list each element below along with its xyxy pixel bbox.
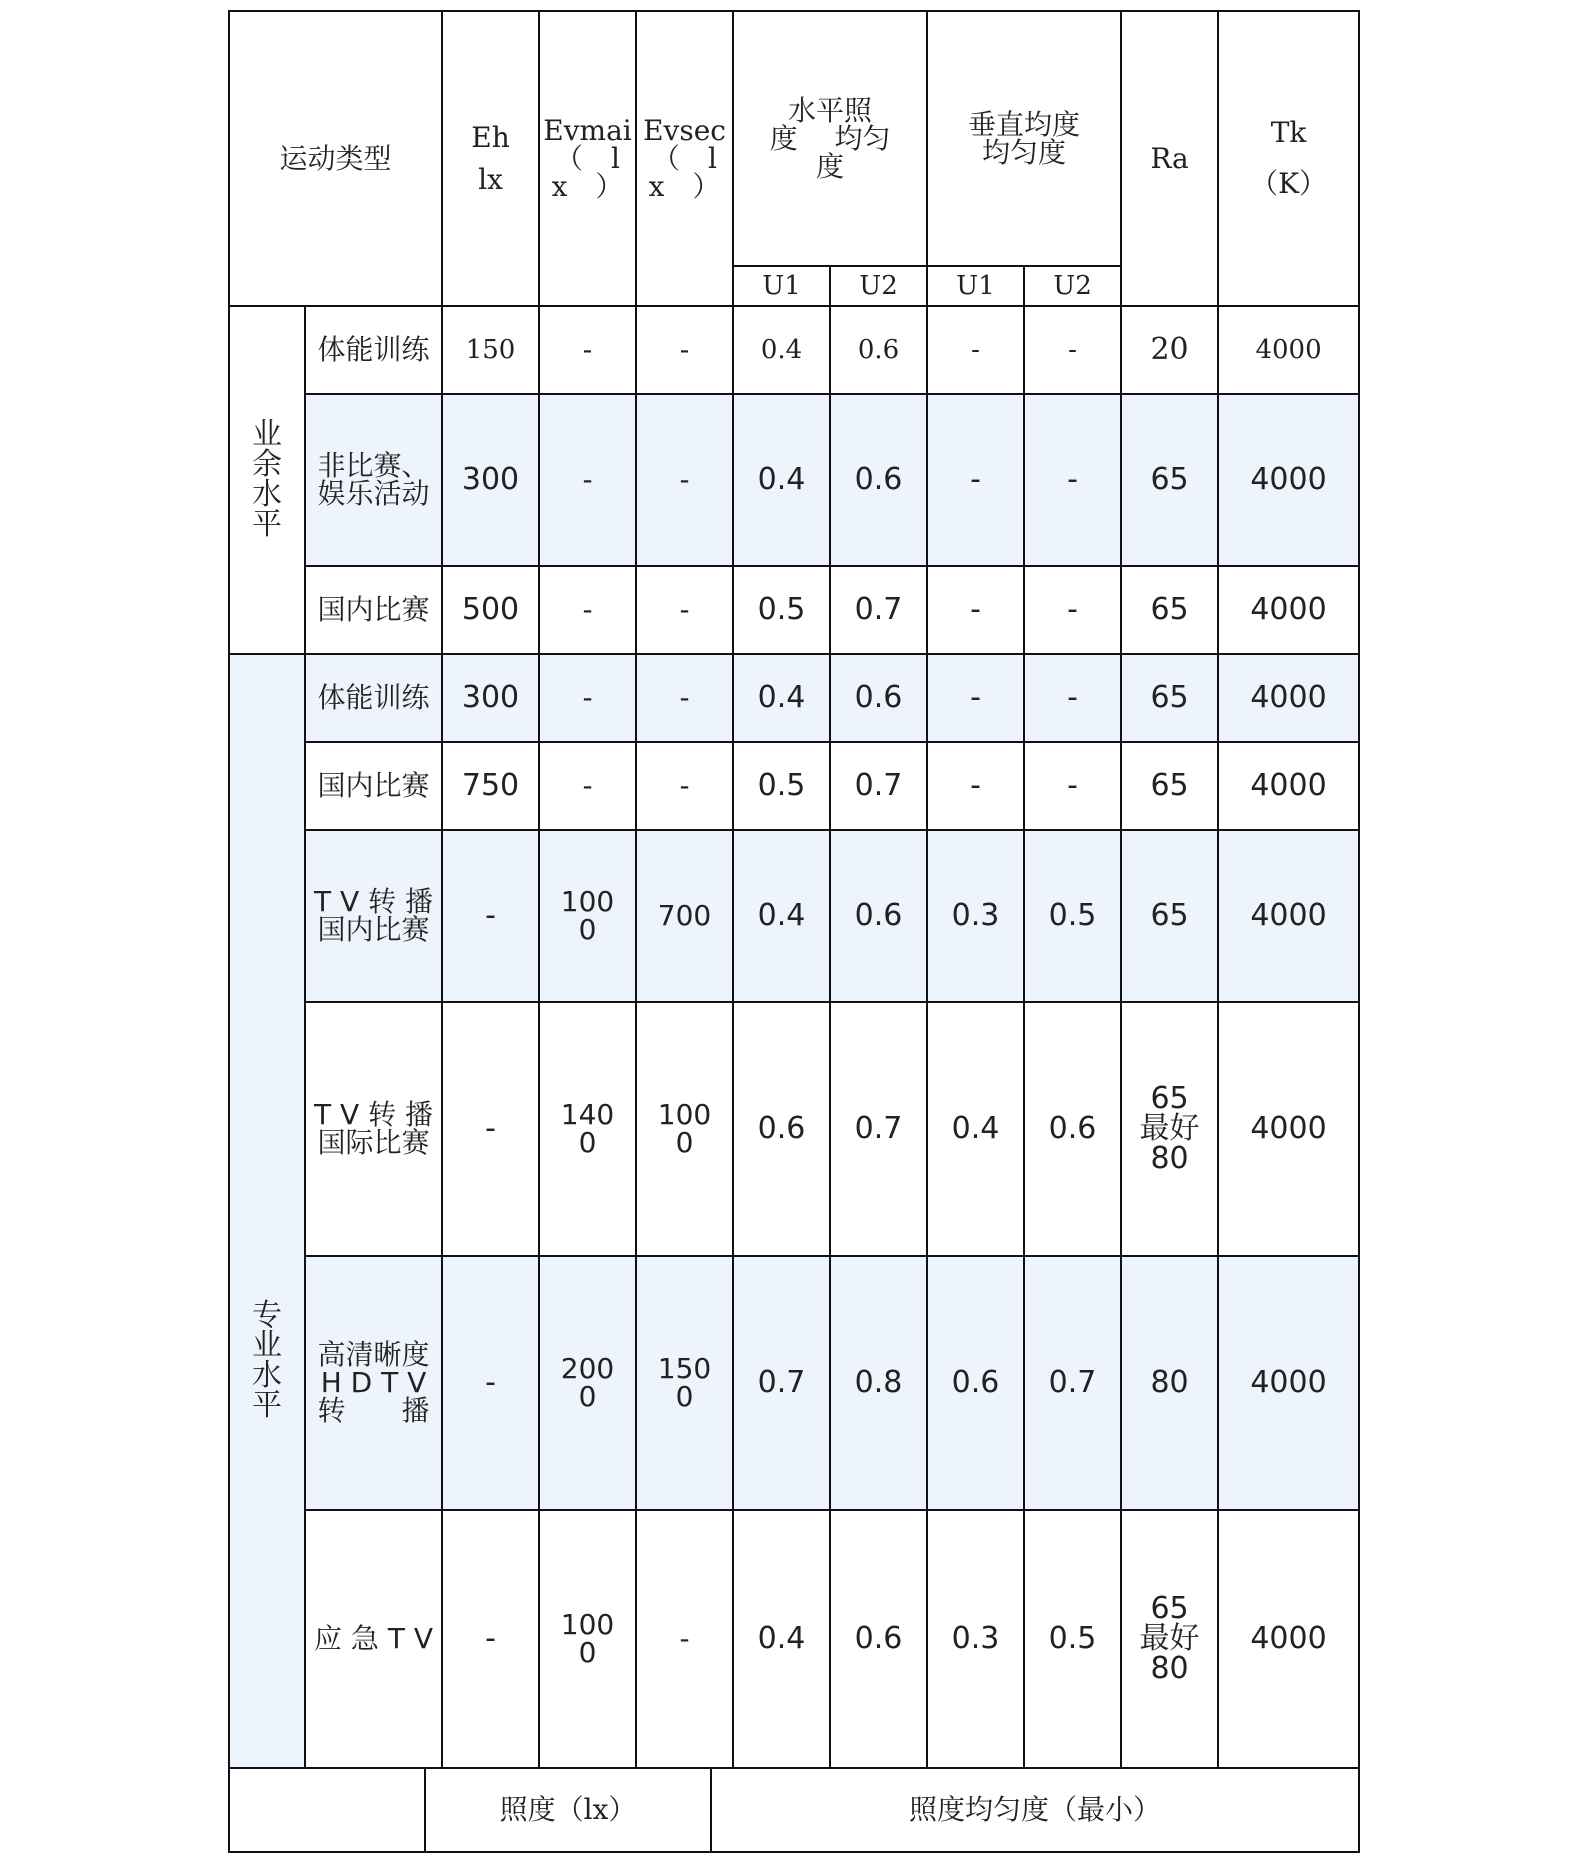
cell-evmai: - xyxy=(539,654,636,742)
row-sport-name: T V 转 播 国际比赛 xyxy=(305,1002,442,1256)
header-sport-type: 运动类型 xyxy=(229,11,442,306)
cell-evmai: 140 0 xyxy=(539,1002,636,1256)
cell-hu1: 0.5 xyxy=(733,566,830,654)
table-row xyxy=(229,566,1359,654)
cell-evmai: - xyxy=(539,306,636,394)
cell-hu2: 0.6 xyxy=(830,1510,927,1768)
row-sport-name: 国内比赛 xyxy=(305,566,442,654)
row-sport-name: 高清晰度 H D T V 转 播 xyxy=(305,1256,442,1510)
cell-evsec: - xyxy=(636,1510,733,1768)
table-row xyxy=(229,654,1359,742)
table-row xyxy=(229,742,1359,830)
cell-ra: 65 最好 80 xyxy=(1121,1510,1218,1768)
cell-evsec: 100 0 xyxy=(636,1002,733,1256)
cell-vu1: 0.3 xyxy=(927,1510,1024,1768)
cell-evsec: - xyxy=(636,306,733,394)
cell-evmai: - xyxy=(539,742,636,830)
cell-evsec: - xyxy=(636,742,733,830)
cell-tk: 4000 xyxy=(1218,1002,1359,1256)
cell-tk: 4000 xyxy=(1218,742,1359,830)
cell-vu1: 0.6 xyxy=(927,1256,1024,1510)
cell-ra: 80 xyxy=(1121,1256,1218,1510)
row-sport-name: 体能训练 xyxy=(305,306,442,394)
footer-illuminance: 照度（lx） xyxy=(425,1768,711,1852)
cell-tk: 4000 xyxy=(1218,830,1359,1002)
spec-table-container xyxy=(228,10,1358,1853)
cell-ra: 65 xyxy=(1121,654,1218,742)
cell-hu1: 0.7 xyxy=(733,1256,830,1510)
cell-hu2: 0.6 xyxy=(830,654,927,742)
cell-vu2: - xyxy=(1024,306,1121,394)
cell-hu1: 0.4 xyxy=(733,830,830,1002)
cell-vu1: 0.3 xyxy=(927,830,1024,1002)
header-v-u2: U2 xyxy=(1024,266,1121,306)
lighting-spec-table xyxy=(228,10,1360,1769)
cell-vu1: 0.4 xyxy=(927,1002,1024,1256)
cell-hu2: 0.7 xyxy=(830,566,927,654)
footer-table xyxy=(228,1767,1360,1853)
header-v-u1: U1 xyxy=(927,266,1024,306)
table-row xyxy=(229,394,1359,566)
cell-hu1: 0.4 xyxy=(733,306,830,394)
cell-tk: 4000 xyxy=(1218,566,1359,654)
cell-evsec: - xyxy=(636,566,733,654)
table-row xyxy=(229,1256,1359,1510)
cell-eh: - xyxy=(442,830,539,1002)
cell-tk: 4000 xyxy=(1218,394,1359,566)
cell-eh: 500 xyxy=(442,566,539,654)
cell-evmai: 200 0 xyxy=(539,1256,636,1510)
cell-vu2: 0.5 xyxy=(1024,830,1121,1002)
group-professional: 专 业 水 平 xyxy=(229,654,305,1768)
cell-ra: 65 xyxy=(1121,742,1218,830)
footer-uniformity: 照度均匀度（最小） xyxy=(711,1768,1359,1852)
cell-eh: - xyxy=(442,1510,539,1768)
cell-hu2: 0.6 xyxy=(830,830,927,1002)
cell-ra: 65 xyxy=(1121,566,1218,654)
cell-hu1: 0.4 xyxy=(733,1510,830,1768)
cell-vu2: 0.6 xyxy=(1024,1002,1121,1256)
table-row xyxy=(229,1002,1359,1256)
row-sport-name: T V 转 播 国内比赛 xyxy=(305,830,442,1002)
header-eh: Eh lx xyxy=(442,11,539,306)
cell-eh: 750 xyxy=(442,742,539,830)
cell-hu1: 0.4 xyxy=(733,394,830,566)
cell-evmai: - xyxy=(539,394,636,566)
cell-hu2: 0.6 xyxy=(830,394,927,566)
cell-hu1: 0.5 xyxy=(733,742,830,830)
cell-vu1: - xyxy=(927,654,1024,742)
cell-ra: 65 最好 80 xyxy=(1121,1002,1218,1256)
header-vertical-uniformity: 垂直均度 均匀度 xyxy=(927,11,1121,266)
header-ra: Ra xyxy=(1121,11,1218,306)
cell-hu2: 0.7 xyxy=(830,742,927,830)
cell-tk: 4000 xyxy=(1218,306,1359,394)
cell-vu2: - xyxy=(1024,394,1121,566)
cell-eh: 300 xyxy=(442,394,539,566)
cell-ra: 65 xyxy=(1121,830,1218,1002)
header-evmai: Evmai （ l x ） xyxy=(539,11,636,306)
cell-vu2: 0.5 xyxy=(1024,1510,1121,1768)
row-sport-name: 应 急 T V xyxy=(305,1510,442,1768)
cell-hu1: 0.4 xyxy=(733,654,830,742)
cell-hu2: 0.8 xyxy=(830,1256,927,1510)
cell-vu1: - xyxy=(927,306,1024,394)
cell-evmai: - xyxy=(539,566,636,654)
cell-tk: 4000 xyxy=(1218,654,1359,742)
header-evsec: Evsec （ l x ） xyxy=(636,11,733,306)
cell-ra: 65 xyxy=(1121,394,1218,566)
cell-ra: 20 xyxy=(1121,306,1218,394)
cell-evsec: 700 xyxy=(636,830,733,1002)
group-amateur: 业 余 水 平 xyxy=(229,306,305,654)
header-h-u2: U2 xyxy=(830,266,927,306)
cell-vu1: - xyxy=(927,394,1024,566)
cell-evsec: - xyxy=(636,654,733,742)
row-sport-name: 国内比赛 xyxy=(305,742,442,830)
table-row xyxy=(229,830,1359,1002)
cell-evmai: 100 0 xyxy=(539,1510,636,1768)
cell-evsec: - xyxy=(636,394,733,566)
cell-vu2: - xyxy=(1024,742,1121,830)
cell-hu1: 0.6 xyxy=(733,1002,830,1256)
table-row xyxy=(229,306,1359,394)
header-tk: Tk （K） xyxy=(1218,11,1359,306)
cell-eh: 300 xyxy=(442,654,539,742)
cell-vu2: 0.7 xyxy=(1024,1256,1121,1510)
cell-tk: 4000 xyxy=(1218,1510,1359,1768)
cell-tk: 4000 xyxy=(1218,1256,1359,1510)
cell-vu2: - xyxy=(1024,654,1121,742)
cell-eh: - xyxy=(442,1256,539,1510)
cell-evsec: 150 0 xyxy=(636,1256,733,1510)
table-row xyxy=(229,1510,1359,1768)
cell-vu2: - xyxy=(1024,566,1121,654)
header-horizontal-uniformity: 水平照 度 均匀 度 xyxy=(733,11,927,266)
cell-vu1: - xyxy=(927,566,1024,654)
cell-vu1: - xyxy=(927,742,1024,830)
row-sport-name: 体能训练 xyxy=(305,654,442,742)
cell-eh: - xyxy=(442,1002,539,1256)
cell-evmai: 100 0 xyxy=(539,830,636,1002)
cell-hu2: 0.7 xyxy=(830,1002,927,1256)
row-sport-name: 非比赛、 娱乐活动 xyxy=(305,394,442,566)
cell-eh: 150 xyxy=(442,306,539,394)
header-h-u1: U1 xyxy=(733,266,830,306)
footer-empty-cell xyxy=(229,1768,425,1852)
cell-hu2: 0.6 xyxy=(830,306,927,394)
